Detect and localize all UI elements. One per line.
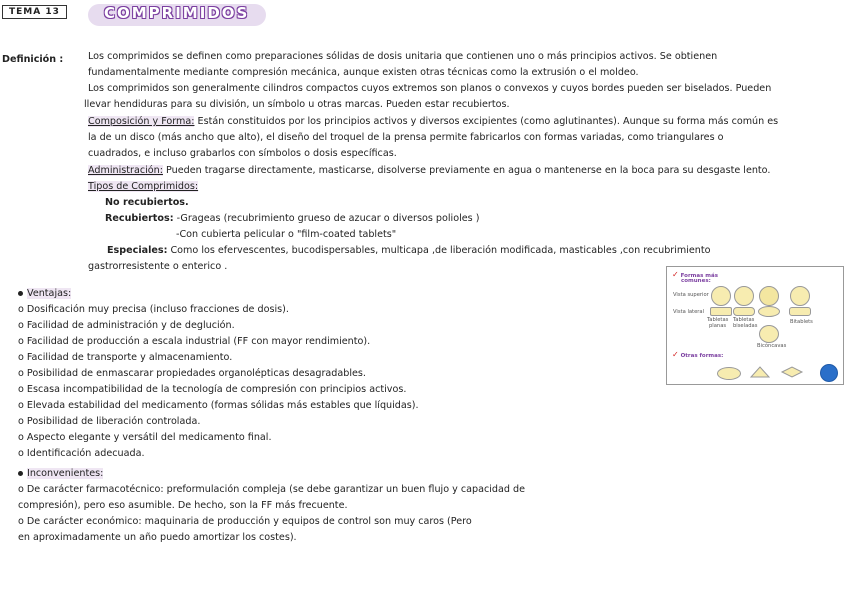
figure-caption: Tabletas	[733, 317, 755, 323]
administration-label: Administración:	[88, 165, 163, 176]
composition-label: Composición y Forma:	[88, 116, 195, 127]
types-label: Tipos de Comprimidos:	[88, 181, 199, 192]
figure-caption: planas	[709, 323, 727, 329]
types-special-1: Como los efervescentes, bucodispersables, multicapa ,de liberación modificada, masticables ,con recubrimiento	[167, 245, 711, 256]
advantage-item: o Facilidad de producción a escala industrial (FF con mayor rendimiento).	[18, 336, 371, 347]
types-uncoated: No recubiertos.	[105, 197, 189, 208]
check-icon: ✓	[672, 270, 679, 279]
tablet-shapes-figure	[666, 266, 844, 385]
tablet-side-icon	[733, 307, 755, 316]
bullet-icon	[18, 291, 23, 296]
advantage-item: o Posibilidad de enmascarar propiedades organolépticas desagradables.	[18, 368, 366, 379]
page-title: COMPRIMIDOS	[104, 4, 250, 22]
advantage-item: o Identificación adecuada.	[18, 448, 145, 459]
figure-caption: Tabletas	[707, 317, 729, 323]
advantage-item: o Posibilidad de liberación controlada.	[18, 416, 201, 427]
tablet-triangle-icon	[749, 365, 771, 379]
composition-line: cuadrados, e incluso grabarlos con símbolos o dosis específicas.	[88, 148, 397, 159]
administration-text: Pueden tragarse directamente, masticarse, disolverse previamente en agua o mantenerse en la boca para su desgaste lento.	[162, 165, 771, 176]
types-block	[88, 179, 828, 275]
definition-line: Los comprimidos se definen como preparaciones sólidas de dosis unitaria que contienen uno o más principios activos. Se obtienen	[88, 51, 718, 62]
composition-text: Están constituidos por los principios activos y diversos excipientes (como aglutinantes). Aunque su forma más común es	[194, 116, 779, 127]
composition-line: la de un disco (más ancho que alto), el diseño del troquel de la prensa permite fabricarlos con formas variadas, como triangulares o	[88, 132, 724, 143]
advantages-block	[18, 286, 638, 462]
tablet-round-icon	[759, 325, 779, 343]
definition-label: Definición :	[2, 54, 64, 65]
tablet-diamond-icon	[780, 366, 804, 378]
advantage-item: o Escasa incompatibilidad de la tecnología de compresión con principios activos.	[18, 384, 407, 395]
page-title-banner	[88, 4, 266, 26]
tablet-side-icon	[789, 307, 811, 316]
definition-line: fundamentalmente mediante compresión mecánica, aunque existen otras técnicas como la extrusión o el moldeo.	[88, 67, 639, 78]
advantage-item: o Facilidad de administración y de deglución.	[18, 320, 235, 331]
tablet-round-icon	[759, 286, 779, 306]
advantage-item: o Elevada estabilidad del medicamento (formas sólidas más estables que líquidas).	[18, 400, 419, 411]
disadvantage-item: en aproximadamente un año puedo amortizar los costes).	[18, 532, 297, 543]
definition-line: Los comprimidos son generalmente cilindros compactos cuyos extremos son planos o convexos y cuyos bordes pueden ser biselados. Pueden	[88, 83, 772, 94]
check-icon: ✓	[672, 350, 679, 359]
figure-row-label: Vista superior	[673, 292, 709, 298]
figure-heading-1: Formas más	[680, 273, 718, 279]
figure-heading-3: Otras formas:	[680, 353, 724, 359]
figure-caption: Bicóncavas	[757, 343, 787, 349]
tablet-oval-icon	[717, 367, 741, 380]
figure-caption: Bitablets	[790, 319, 813, 325]
definition-block	[84, 49, 828, 113]
figure-caption: biseladas	[733, 323, 758, 329]
bullet-icon	[18, 471, 23, 476]
tablet-blue-icon	[820, 364, 838, 382]
types-coated-2: -Con cubierta pelicular o "film-coated tablets"	[176, 229, 397, 240]
advantages-label: Ventajas:	[27, 288, 72, 299]
tablet-side-icon	[710, 307, 732, 316]
advantage-item: o Dosificación muy precisa (incluso fracciones de dosis).	[18, 304, 289, 315]
types-special-2: gastrorresistente o enterico .	[88, 261, 228, 272]
figure-row-label: Vista lateral	[673, 309, 705, 315]
topic-tag: TEMA 13	[2, 5, 67, 19]
disadvantages-label: Inconvenientes:	[27, 468, 104, 479]
types-coated-1: -Grageas (recubrimiento grueso de azucar o diversos polioles )	[173, 213, 480, 224]
disadvantages-block	[18, 466, 638, 546]
administration-block	[88, 163, 828, 179]
tablet-side-icon	[758, 306, 780, 317]
advantage-item: o Aspecto elegante y versátil del medicamento final.	[18, 432, 272, 443]
composition-block	[88, 114, 828, 162]
types-coated-label: Recubiertos:	[105, 213, 174, 224]
advantage-item: o Facilidad de transporte y almacenamiento.	[18, 352, 233, 363]
tablet-round-icon	[734, 286, 754, 306]
disadvantage-item: compresión), pero eso asumible. De hecho, son la FF más frecuente.	[18, 500, 348, 511]
disadvantage-item: o De carácter económico: maquinaria de producción y equipos de control son muy caros (Pero	[18, 516, 472, 527]
tablet-round-icon	[711, 286, 731, 306]
definition-line: llevar hendiduras para su división, un símbolo u otras marcas. Pueden estar recubiertos.	[84, 99, 510, 110]
types-special-label: Especiales:	[107, 245, 168, 256]
disadvantage-item: o De carácter farmacotécnico: preformulación compleja (se debe garantizar un buen flujo y capacidad de	[18, 484, 526, 495]
figure-heading-2: comunes:	[681, 278, 711, 284]
tablet-round-icon	[790, 286, 810, 306]
